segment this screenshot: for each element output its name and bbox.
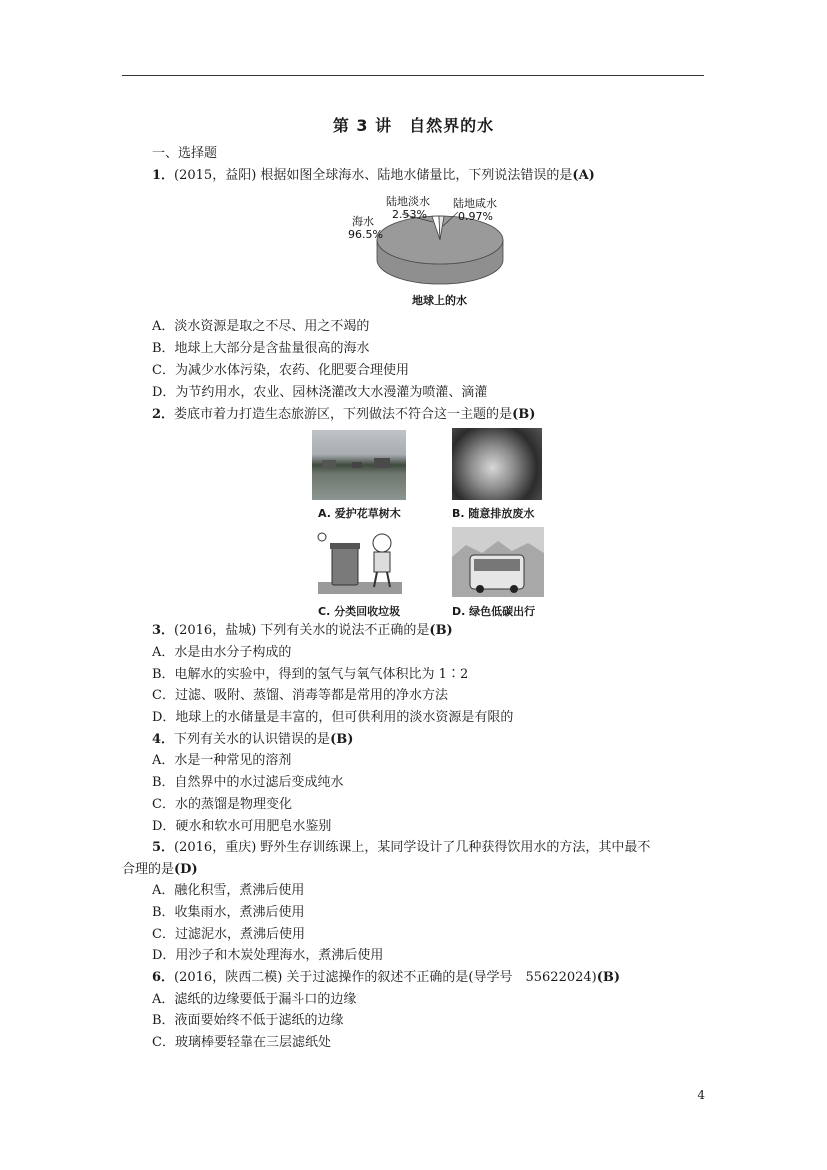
question-3 bbox=[152, 622, 453, 640]
question-stem: (2016，陕西二模) 关于过滤操作的叙述不正确的是(导学号 55622024) bbox=[174, 970, 597, 985]
caption-b: B. 随意排放废水 bbox=[452, 507, 535, 520]
caption-d: D. 绿色低碳出行 bbox=[452, 605, 536, 618]
question-stem: 下列有关水的认识错误的是 bbox=[174, 732, 331, 747]
answer: (B) bbox=[330, 732, 354, 747]
answer: (B) bbox=[512, 407, 536, 422]
page-number: 4 bbox=[697, 1088, 705, 1102]
option: A．水是由水分子构成的 bbox=[152, 645, 292, 660]
question-number: 6． bbox=[152, 970, 175, 985]
answer: (D) bbox=[174, 862, 198, 877]
value-land-fresh: 2.53% bbox=[392, 208, 427, 221]
question-stem: 娄底市着力打造生态旅游区，下列做法不符合这一主题的是 bbox=[174, 407, 513, 422]
option: D．地球上的水储量是丰富的，但可供利用的淡水资源是有限的 bbox=[152, 710, 514, 725]
question-4 bbox=[152, 731, 353, 749]
caption-a: A. 爱护花草树木 bbox=[318, 507, 401, 520]
option: C．过滤泥水，煮沸后使用 bbox=[152, 927, 305, 942]
question-stem: (2016，重庆) 野外生存训练课上，某同学设计了几种获得饮用水的方法，其中最不 bbox=[174, 840, 651, 855]
question-number: 3． bbox=[152, 623, 175, 638]
label-seawater: 海水 bbox=[352, 215, 374, 228]
illustration-recycling bbox=[314, 527, 406, 597]
option: A．水是一种常见的溶剂 bbox=[152, 753, 292, 768]
photo-wastewater bbox=[452, 428, 542, 500]
question-stem: (2016，盐城) 下列有关水的说法不正确的是 bbox=[174, 623, 430, 638]
question-1 bbox=[152, 167, 595, 185]
option: B．地球上大部分是含盐量很高的海水 bbox=[152, 341, 370, 356]
option: C．为减少水体污染，农药、化肥要合理使用 bbox=[152, 363, 409, 378]
question-5-cont bbox=[122, 861, 198, 879]
label-land-fresh: 陆地淡水 bbox=[386, 195, 430, 208]
question-stem-cont: 合理的是 bbox=[122, 862, 175, 877]
label-land-salt: 陆地咸水 bbox=[453, 197, 497, 210]
question-2 bbox=[152, 406, 535, 424]
question-stem: (2015，益阳) 根据如图全球海水、陆地水储量比，下列说法错误的是 bbox=[174, 168, 573, 183]
option: B．电解水的实验中，得到的氢气与氧气体积比为 1∶2 bbox=[152, 667, 469, 682]
option: B．收集雨水，煮沸后使用 bbox=[152, 905, 305, 920]
value-land-salt: 0.97% bbox=[458, 210, 493, 223]
option: B．自然界中的水过滤后变成纯水 bbox=[152, 775, 344, 790]
question-number: 5． bbox=[152, 840, 175, 855]
question-number: 1． bbox=[152, 168, 175, 183]
pie-chart-figure bbox=[340, 192, 540, 317]
option: A．淡水资源是取之不尽、用之不竭的 bbox=[152, 319, 370, 334]
question-5 bbox=[152, 839, 650, 857]
option: A．滤纸的边缘要低于漏斗口的边缘 bbox=[152, 992, 357, 1007]
chart-title: 地球上的水 bbox=[412, 294, 467, 307]
option: D．硬水和软水可用肥皂水鉴别 bbox=[152, 819, 332, 834]
page-title: 第 3 讲 自然界的水 bbox=[332, 116, 495, 135]
answer: (A) bbox=[572, 168, 595, 183]
question-number: 4． bbox=[152, 732, 175, 747]
value-seawater: 96.5% bbox=[348, 228, 383, 241]
caption-c: C. 分类回收垃圾 bbox=[318, 605, 401, 618]
answer: (B) bbox=[429, 623, 453, 638]
question-6 bbox=[152, 969, 620, 987]
pie-chart bbox=[340, 192, 540, 317]
option: C．水的蒸馏是物理变化 bbox=[152, 797, 292, 812]
header-rule bbox=[122, 75, 704, 76]
illustration-bus bbox=[452, 527, 544, 597]
section-heading: 一、选择题 bbox=[152, 146, 218, 161]
photo-lake bbox=[312, 430, 406, 500]
question-number: 2． bbox=[152, 407, 175, 422]
option: C．玻璃棒要轻靠在三层滤纸处 bbox=[152, 1035, 331, 1050]
option: D．用沙子和木炭处理海水，煮沸后使用 bbox=[152, 948, 384, 963]
option: C．过滤、吸附、蒸馏、消毒等都是常用的净水方法 bbox=[152, 688, 448, 703]
option: A．融化积雪，煮沸后使用 bbox=[152, 883, 305, 898]
option: B．液面要始终不低于滤纸的边缘 bbox=[152, 1013, 344, 1028]
option: D．为节约用水，农业、园林浇灌改大水漫灌为喷灌、滴灌 bbox=[152, 385, 488, 400]
answer: (B) bbox=[596, 970, 621, 985]
